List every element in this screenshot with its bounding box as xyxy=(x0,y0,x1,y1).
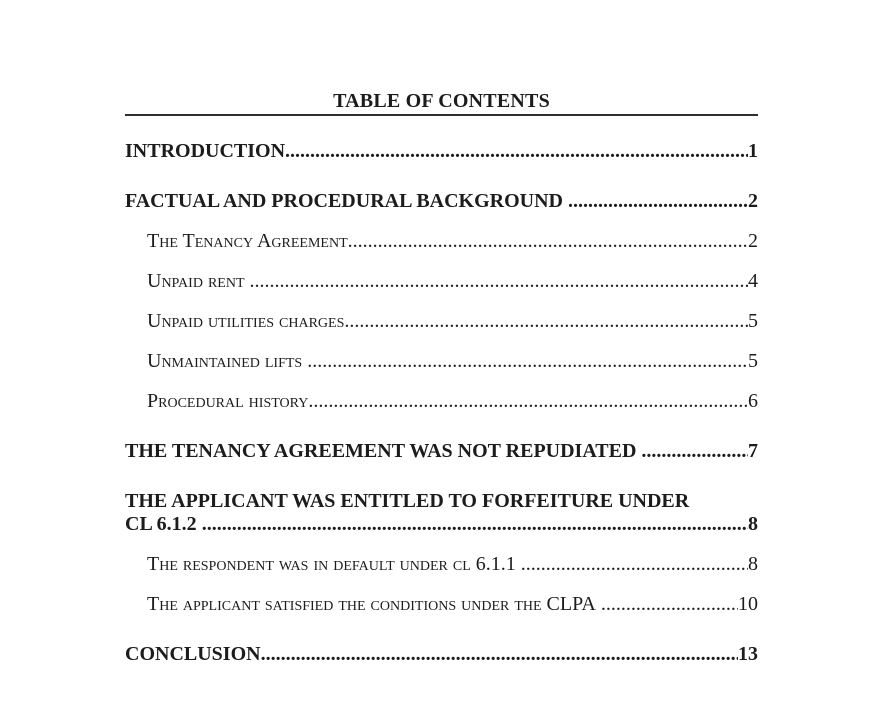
toc-entry-applicant-clpa[interactable] xyxy=(125,593,758,616)
page-number: 13 xyxy=(738,643,758,665)
page-number: 5 xyxy=(748,350,758,372)
page-number: 10 xyxy=(738,593,758,615)
toc-entry-forfeiture[interactable] xyxy=(125,490,758,536)
page-number: 2 xyxy=(748,230,758,252)
dot-leader xyxy=(596,593,738,616)
toc-entry-unmaintained-lifts[interactable] xyxy=(125,350,758,373)
toc-entry-respondent-default[interactable] xyxy=(125,553,758,576)
toc-entry-unpaid-utilities[interactable] xyxy=(125,310,758,333)
page-number: 5 xyxy=(748,310,758,332)
toc-entry-not-repudiated[interactable] xyxy=(125,440,758,463)
dot-leader xyxy=(245,270,749,293)
entry-label: The Tenancy Agreement xyxy=(147,230,348,252)
toc-entry-procedural-history[interactable] xyxy=(125,390,758,413)
dot-leader xyxy=(302,350,748,373)
dot-leader xyxy=(563,190,748,213)
entry-label: INTRODUCTION xyxy=(125,140,286,162)
dot-leader xyxy=(344,310,748,333)
dot-leader xyxy=(348,230,748,253)
toc-entry-unpaid-rent[interactable] xyxy=(125,270,758,293)
toc-entry-introduction[interactable] xyxy=(125,140,758,163)
entry-label: Procedural history xyxy=(147,390,309,412)
toc-entry-tenancy-agreement[interactable] xyxy=(125,230,758,253)
entry-label-line2: CL 6.1.2 xyxy=(125,513,197,535)
page-number: 6 xyxy=(748,390,758,412)
toc-title: TABLE OF CONTENTS xyxy=(333,90,550,112)
table-of-contents xyxy=(125,140,758,666)
page-number: 8 xyxy=(748,553,758,575)
entry-label: CONCLUSION xyxy=(125,643,261,665)
toc-content xyxy=(125,88,758,666)
title-rule xyxy=(125,114,758,116)
entry-label: THE TENANCY AGREEMENT WAS NOT REPUDIATED xyxy=(125,440,637,462)
entry-label: The applicant satisfied the conditions under the CLPA xyxy=(147,593,596,615)
dot-leader xyxy=(285,140,748,163)
entry-label: Unpaid rent xyxy=(147,270,245,292)
entry-label-line1: THE APPLICANT WAS ENTITLED TO FORFEITURE UNDER xyxy=(125,490,690,512)
entry-label: The respondent was in default under cl 6.1.1 xyxy=(147,553,516,575)
page-number: 7 xyxy=(748,440,758,462)
dot-leader xyxy=(308,390,748,413)
page-number: 8 xyxy=(748,513,758,535)
dot-leader xyxy=(261,643,738,666)
toc-entry-factual-background[interactable] xyxy=(125,190,758,213)
dot-leader xyxy=(197,513,748,536)
entry-label: Unmaintained lifts xyxy=(147,350,303,372)
page-number: 2 xyxy=(748,190,758,212)
dot-leader xyxy=(636,440,748,463)
page-number: 4 xyxy=(748,270,758,292)
page-number: 1 xyxy=(748,140,758,162)
dot-leader xyxy=(516,553,748,576)
toc-entry-conclusion[interactable] xyxy=(125,643,758,666)
entry-label: FACTUAL AND PROCEDURAL BACKGROUND xyxy=(125,190,563,212)
entry-label: Unpaid utilities charges xyxy=(147,310,345,332)
